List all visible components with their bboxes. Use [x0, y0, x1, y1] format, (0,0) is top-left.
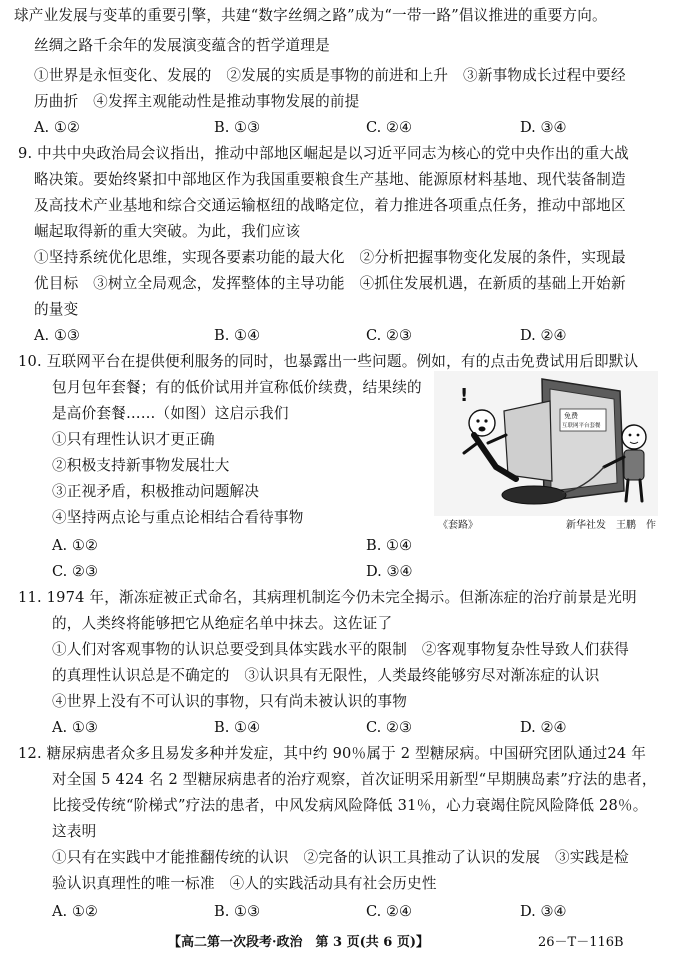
tablet-device-shape	[542, 379, 624, 501]
cartoon-illustration	[434, 371, 658, 531]
intro-line-1: 球产业发展与变革的重要引擎，共建“数字丝绸之路”成为“一带一路”倡议推进的重要方向。	[14, 7, 607, 24]
q10-line-5: ②积极支持新事物发展壮大	[52, 457, 230, 474]
q9-line-6: 优目标 ③树立全局观念，发挥整体的主导功能 ④抓住发展机遇，在新质的基础上开始新	[34, 275, 626, 292]
q12-line-5: ①只有在实践中才能推翻传统的认识 ②完备的认识工具推动了认识的发展 ③实践是检	[52, 849, 629, 866]
exclamation-mark: !	[460, 385, 469, 406]
intro-line-3: ①世界是永恒变化、发展的 ②发展的实质是事物的前进和上升 ③新事物成长过程中要经	[34, 67, 626, 84]
q12-option-c: C. ②④	[366, 903, 413, 920]
q11-option-b: B. ①④	[214, 719, 261, 736]
q10-line-4: ①只有理性认识才更正确	[52, 431, 215, 448]
q9-line-3: 及高技术产业基地和综合交通运输枢纽的战略定位，着力推进各项重点任务，推动中部地区	[34, 197, 626, 214]
tablet-sign-line-1: 免费	[564, 412, 578, 420]
q10-line-7: ④坚持两点论与重点论相结合看待事物	[52, 509, 304, 526]
intro-line-4: 历曲折 ④发挥主观能动性是推动事物发展的前提	[34, 93, 360, 110]
intro-option-d: D. ③④	[520, 119, 567, 136]
q11-option-a: A. ①③	[52, 719, 98, 736]
q9-option-d: D. ②④	[520, 327, 567, 344]
tablet-sign-line-2: 互联网平台套餐	[562, 423, 601, 429]
q12-line-4: 这表明	[52, 823, 97, 840]
q9-option-b: B. ①④	[214, 327, 261, 344]
q10-line-3: 是高价套餐……（如图）这启示我们	[52, 405, 289, 422]
q10-line-6: ③正视矛盾，积极推动问题解决	[52, 483, 260, 500]
q11-option-c: C. ②③	[366, 719, 413, 736]
q12-line-3: 比接受传统“阶梯式”疗法的患者，中风发病风险降低 31％，心力衰竭住院风险降低 28％。	[52, 797, 648, 814]
q11-line-3: ①人们对客观事物的认识总要受到具体实践水平的限制 ②客观事物复杂性导致人们获得	[52, 641, 629, 658]
q12-line-1: 12. 糖尿病患者众多且易发多种并发症，其中约 90％属于 2 型糖尿病。中国研究团队通过24 年	[18, 745, 647, 762]
q10-option-d: D. ③④	[366, 563, 413, 580]
q9-line-4: 崛起取得新的重大突破。为此，我们应该	[34, 223, 301, 240]
q10-option-c: C. ②③	[52, 563, 99, 580]
q12-line-6: 验认识真理性的唯一标准 ④人的实践活动具有社会历史性	[52, 875, 437, 892]
q11-line-4: 的真理性认识总是不确定的 ③认识具有无限性，人类最终能够穷尽对渐冻症的认识	[52, 667, 600, 684]
q10-option-a: A. ①②	[52, 537, 98, 554]
q11-line-1: 11. 1974 年，渐冻症被正式命名，其病理机制迄今仍未完全揭示。但渐冻症的治疗前景是光明	[18, 589, 637, 606]
intro-option-b: B. ①③	[214, 119, 261, 136]
q11-line-5: ④世界上没有不可认识的事物，只有尚未被认识的事物	[52, 693, 408, 710]
cartoon-caption-title: 《套路》	[438, 520, 478, 531]
q12-option-a: A. ①②	[52, 903, 98, 920]
q11-option-d: D. ②④	[520, 719, 567, 736]
q9-option-c: C. ②③	[366, 327, 413, 344]
cartoon-caption-credit: 新华社发 王鹏 作	[566, 520, 656, 531]
q9-line-5: ①坚持系统优化思维，实现各要素功能的最大化 ②分析把握事物变化发展的条件，实现最	[34, 249, 626, 266]
page-footer	[0, 931, 677, 951]
q12-option-d: D. ③④	[520, 903, 567, 920]
footer-code: 26－T－116B	[538, 935, 624, 950]
q9-line-2: 略决策。要始终紧扣中部地区作为我国重要粮食生产基地、能源原材料基地、现代装备制造	[34, 171, 626, 188]
q10-line-2: 包月包年套餐；有的低价试用并宣称低价续费，结果续的	[52, 379, 422, 396]
cartoon-drawing	[434, 371, 658, 516]
intro-line-2: 丝绸之路千余年的发展演变蕴含的哲学道理是	[34, 37, 330, 54]
q12-option-b: B. ①③	[214, 903, 261, 920]
footer-title: 【高二第一次段考·政治 第 3 页(共 6 页)】	[168, 935, 430, 950]
q11-line-2: 的，人类终将能够把它从绝症名单中抹去。这佐证了	[52, 615, 393, 632]
intro-option-a: A. ①②	[34, 119, 80, 136]
q9-option-a: A. ①③	[34, 327, 80, 344]
q10-option-b: B. ①④	[366, 537, 413, 554]
q10-line-1: 10. 互联网平台在提供便利服务的同时，也暴露出一些问题。例如，有的点击免费试用后即默认	[18, 353, 639, 370]
q12-line-2: 对全国 5 424 名 2 型糖尿病患者的治疗观察，首次证明采用新型“早期胰岛素”疗法的患者，	[52, 771, 657, 788]
q9-line-1: 9. 中共中央政治局会议指出，推动中部地区崛起是以习近平同志为核心的党中央作出的重大战	[18, 145, 629, 162]
intro-option-c: C. ②④	[366, 119, 413, 136]
q9-line-7: 的量变	[34, 301, 79, 318]
